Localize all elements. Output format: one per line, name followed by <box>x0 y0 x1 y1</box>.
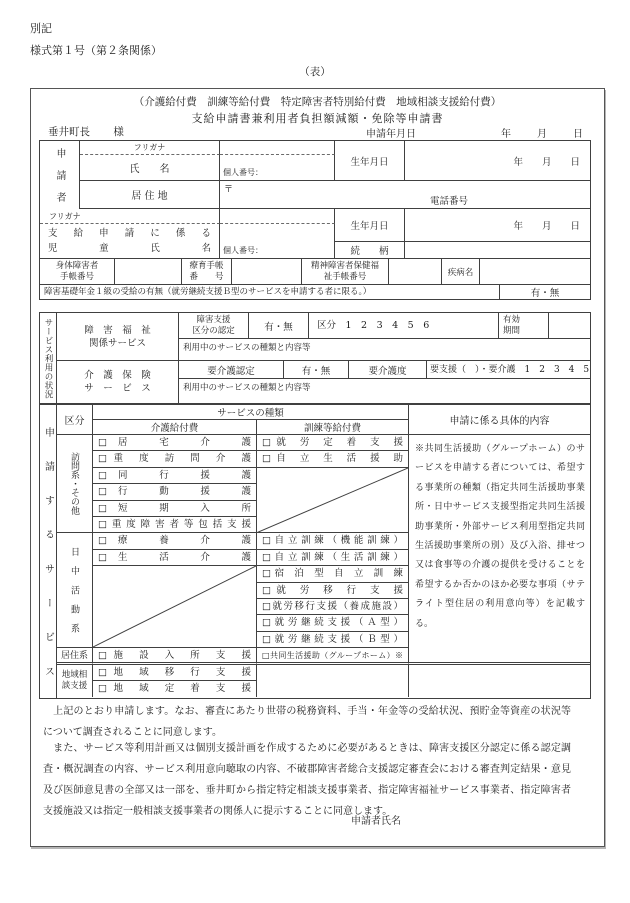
kaigo-benefit-header: 介護給付費 <box>93 420 257 435</box>
group-chiiki-cell <box>57 665 93 697</box>
physical-handbook-label <box>40 259 115 285</box>
form-number: 様式第１号（第２条関係） <box>30 44 162 57</box>
mental-handbook-field[interactable] <box>389 259 442 285</box>
child-birthdate-field[interactable]: 年 月 日 <box>405 209 590 242</box>
support-category-cert-label <box>179 313 249 339</box>
checkbox-jiritsu-kunren-kino[interactable]: □自立訓練（機能訓練） <box>257 533 409 549</box>
checkbox-chiiki-teichaku[interactable]: □地 域 定 着 支 援 <box>93 681 257 697</box>
addressee-honorific: 様 <box>113 126 124 138</box>
support-category-scale[interactable]: 区分 1 2 3 4 5 6 <box>309 313 499 339</box>
yokaigo-level-label: 要介護度 <box>349 361 427 379</box>
hoken-services-in-use-field[interactable]: 利用中のサービスの種類と内容等 <box>183 383 311 393</box>
group-resident-cell: 居住系 <box>57 648 93 664</box>
diagonal-line <box>257 468 408 533</box>
yokaigo-cert-label: 要介護認定 <box>179 361 284 379</box>
applicant-furigana-label: フリガナ <box>80 141 220 155</box>
child-personal-number-field[interactable]: 個人番号： <box>220 224 335 259</box>
support-category-cert-line1: 障害支援 <box>196 314 231 325</box>
physical-handbook-line1: 身体障害者 <box>55 260 99 271</box>
group-chiiki-line2: 談支援 <box>61 680 88 691</box>
checkbox-shuro-teichaku[interactable]: □就 労 定 着 支 援 <box>257 435 409 451</box>
detail-header: 申請に係る具体的内容 <box>409 405 590 435</box>
applicant-residence-field[interactable] <box>220 181 590 209</box>
group-daytime-cell <box>57 533 93 648</box>
postal-mark: 〒 <box>224 185 234 195</box>
checkbox-shuro-keizoku-b[interactable]: □就労継続支援（Ｂ型） <box>257 632 409 648</box>
checkbox-kodo-engo[interactable]: □行 動 援 護 <box>93 484 257 500</box>
detail-empty-cell[interactable] <box>409 665 590 697</box>
mental-handbook-line1: 精神障害者保健福 <box>310 260 379 271</box>
ryoiku-handbook-label <box>182 259 232 285</box>
yokaigo-level-options[interactable]: 要支援（ ）・要介護 1 2 3 4 5 <box>427 361 590 379</box>
valid-period-line2: 期間 <box>503 325 521 336</box>
kaigo-not-applicable-cell <box>93 566 257 648</box>
child-name-label-cell <box>40 224 220 259</box>
mental-handbook-line2: 祉手帳番号 <box>323 271 367 282</box>
applicant-residence-label: 居 住 地 <box>80 181 220 209</box>
group-homon-cell <box>57 435 93 533</box>
child-furigana-label: フリガナ <box>40 209 220 224</box>
checkbox-kyodo-seikatsu-enjo[interactable]: □共同生活援助（グループホーム）※ <box>257 648 409 664</box>
addressee-row <box>48 124 124 139</box>
support-cert-options[interactable]: 有・無 <box>249 313 309 339</box>
appendix-label: 別記 <box>30 22 52 35</box>
group-chiiki-line1: 地域相 <box>61 669 88 680</box>
checkbox-tanki-nyusho[interactable]: □短 期 入 所 <box>93 501 257 517</box>
support-category-cert-line2: 区分の認定 <box>192 325 235 336</box>
checkbox-jiritsu-kunren-seikatsu[interactable]: □自立訓練（生活訓練） <box>257 550 409 566</box>
physical-handbook-field[interactable] <box>115 259 182 285</box>
applicant-name-label: 氏 名 <box>80 155 220 181</box>
group-homon-label: 訪問系・その他 <box>69 452 79 516</box>
disability-service-line1: 障 害 福 祉 <box>84 324 151 336</box>
kunren-empty-cell <box>257 665 409 697</box>
checkbox-shuro-iko-shien[interactable]: □就 労 移 行 支 援 <box>257 583 409 599</box>
applicant-section-cell <box>40 141 80 209</box>
ryoiku-handbook-line2: 番 号 <box>189 271 224 282</box>
kaigo-hoken-line1: 介 護 保 険 <box>84 370 151 381</box>
pension-question: 障害基礎年金１級の受給の有無（就労継続支援Ｂ型のサービスを申請する者に限る。） <box>40 285 500 299</box>
checkbox-kyotaku-kaigo[interactable]: □居 宅 介 護 <box>93 435 257 451</box>
child-section-line2: 児 童 氏 名 <box>48 243 211 254</box>
checkbox-shisetsu-nyusho[interactable]: □施 設 入 所 支 援 <box>93 648 257 664</box>
consent-paragraph-1: 上記のとおり申請します。なお、審査にあたり世帯の税務資料、手当・年金等の受給状況、預貯金等資産の状況等について調査されることに同意します。 <box>43 706 571 738</box>
disability-service-line2: 関係サービス <box>88 337 146 349</box>
side-label: （表） <box>299 66 331 78</box>
checkbox-jiritsu-seikatsu-enjo[interactable]: □自 立 生 活 援 助 <box>257 451 409 467</box>
kunren-not-applicable-cell <box>257 468 409 534</box>
application-date-field[interactable]: 年 月 日 <box>501 129 585 140</box>
checkbox-judo-homon-kaigo[interactable]: □重 度 訪 問 介 護 <box>93 451 257 467</box>
disability-service-label <box>57 313 179 361</box>
applicant-section-label: 申請者 <box>54 148 65 202</box>
usage-section-label: サービス利用の状況 <box>43 317 53 399</box>
disease-label: 疾病名 <box>442 259 480 285</box>
physical-handbook-line2: 手帳番号 <box>59 271 94 282</box>
ryoiku-handbook-field[interactable] <box>232 259 302 285</box>
child-furigana-field[interactable] <box>220 209 335 224</box>
applicant-personal-number-field[interactable]: 個人番号： <box>220 155 335 181</box>
applicant-furigana-field[interactable] <box>220 141 335 155</box>
checkbox-shukuhaku-jiritsu-kunren[interactable]: □宿 泊 型 自 立 訓 練 <box>257 566 409 582</box>
phone-label: 電話番号 <box>430 196 469 207</box>
disease-field[interactable] <box>480 259 590 285</box>
kaigo-hoken-label <box>57 361 179 403</box>
services-table <box>39 404 591 699</box>
checkbox-chiiki-iko[interactable]: □地 域 移 行 支 援 <box>93 665 257 681</box>
child-relation-field[interactable] <box>405 242 590 259</box>
category-header: 区分 <box>57 405 93 435</box>
addressee-name: 垂井町長 <box>48 126 90 138</box>
form-title: 支給申請書兼利用者負担額減額・免除等申請書 <box>191 112 444 125</box>
service-type-header: サービスの種類 <box>93 405 409 420</box>
ryoiku-handbook-line1: 療育手帳 <box>189 260 224 271</box>
checkbox-shuro-iko-yosei[interactable]: □就労移行支援（養成施設） <box>257 599 409 615</box>
child-relation-label: 続 柄 <box>335 242 405 259</box>
valid-period-label <box>499 313 549 339</box>
diagonal-line <box>93 566 256 647</box>
application-detail-note: ※共同生活援助（グループホーム）のサービスを申請する者については、希望する事業所の種類（指定共同生活援助事業所・日中サービス支援型指定共同生活援助事業所・外部サービス利用型指定共同生活援助事業所の別）及び入浴、排せつ又は食事等の介護の提供を受けることを希望するか否かのほか必要な事項（サテライト型住居の利用意向等）を記載する。 <box>409 435 590 665</box>
signature-label: 申請者氏名 <box>351 816 401 827</box>
disability-services-in-use-field[interactable]: 利用中のサービスの種類と内容等 <box>179 339 590 361</box>
apply-section-label: 申請するサービス <box>42 427 54 676</box>
checkbox-ryoyo-kaigo[interactable]: □療 養 介 護 <box>93 533 257 549</box>
mental-handbook-label <box>302 259 389 285</box>
valid-period-field[interactable] <box>549 313 590 339</box>
child-birthdate-label: 生年月日 <box>335 209 405 242</box>
yokaigo-cert-options[interactable]: 有・無 <box>284 361 349 379</box>
valid-period-line1: 有効 <box>503 314 521 325</box>
applicant-birthdate-label: 生年月日 <box>335 141 405 181</box>
kaigo-hoken-line2: サ ー ビ ス <box>84 383 151 394</box>
applicant-birthdate-field[interactable]: 年 月 日 <box>405 141 590 181</box>
checkbox-judo-hokatsu-shien[interactable]: □重度障害者等包括支援 <box>93 517 257 533</box>
applicant-table <box>39 140 591 300</box>
service-usage-table <box>39 312 591 404</box>
usage-section-cell <box>40 313 57 403</box>
form-subtitle: （介護給付費 訓練等給付費 特定障害者特別給付費 地域相談支援給付費） <box>133 96 502 108</box>
checkbox-shuro-keizoku-a[interactable]: □就労継続支援（Ａ型） <box>257 615 409 631</box>
checkbox-doko-engo[interactable]: □同 行 援 護 <box>93 468 257 484</box>
consent-paragraph-2: また、サービス等利用計画又は個別支援計画を作成するために必要があるときは、障害支援区分認定に係る認定調査・概況調査の内容、サービス利用意向聴取の内容、不破郡障害者総合支援認定審査会における審査判定結果・意見及び医師意見書の全部又は一部を、垂井町から指定特定相談支援事業者、指定障害福祉サービス事業者、指定障害者支援施設又は指定一般相談支援事業者の関係人に提示することに同意します。 <box>43 743 571 817</box>
child-section-line1: 支 給 申 請 に 係 る <box>48 228 211 239</box>
pension-options[interactable]: 有・無 <box>530 288 560 299</box>
checkbox-seikatsu-kaigo[interactable]: □生 活 介 護 <box>93 550 257 566</box>
form-outer-box <box>30 88 605 847</box>
apply-section-cell <box>40 405 57 698</box>
group-daytime-label: 日中活動系 <box>69 547 79 634</box>
kunren-benefit-header: 訓練等給付費 <box>257 420 409 435</box>
application-date-label: 申請年月日 <box>366 129 416 140</box>
